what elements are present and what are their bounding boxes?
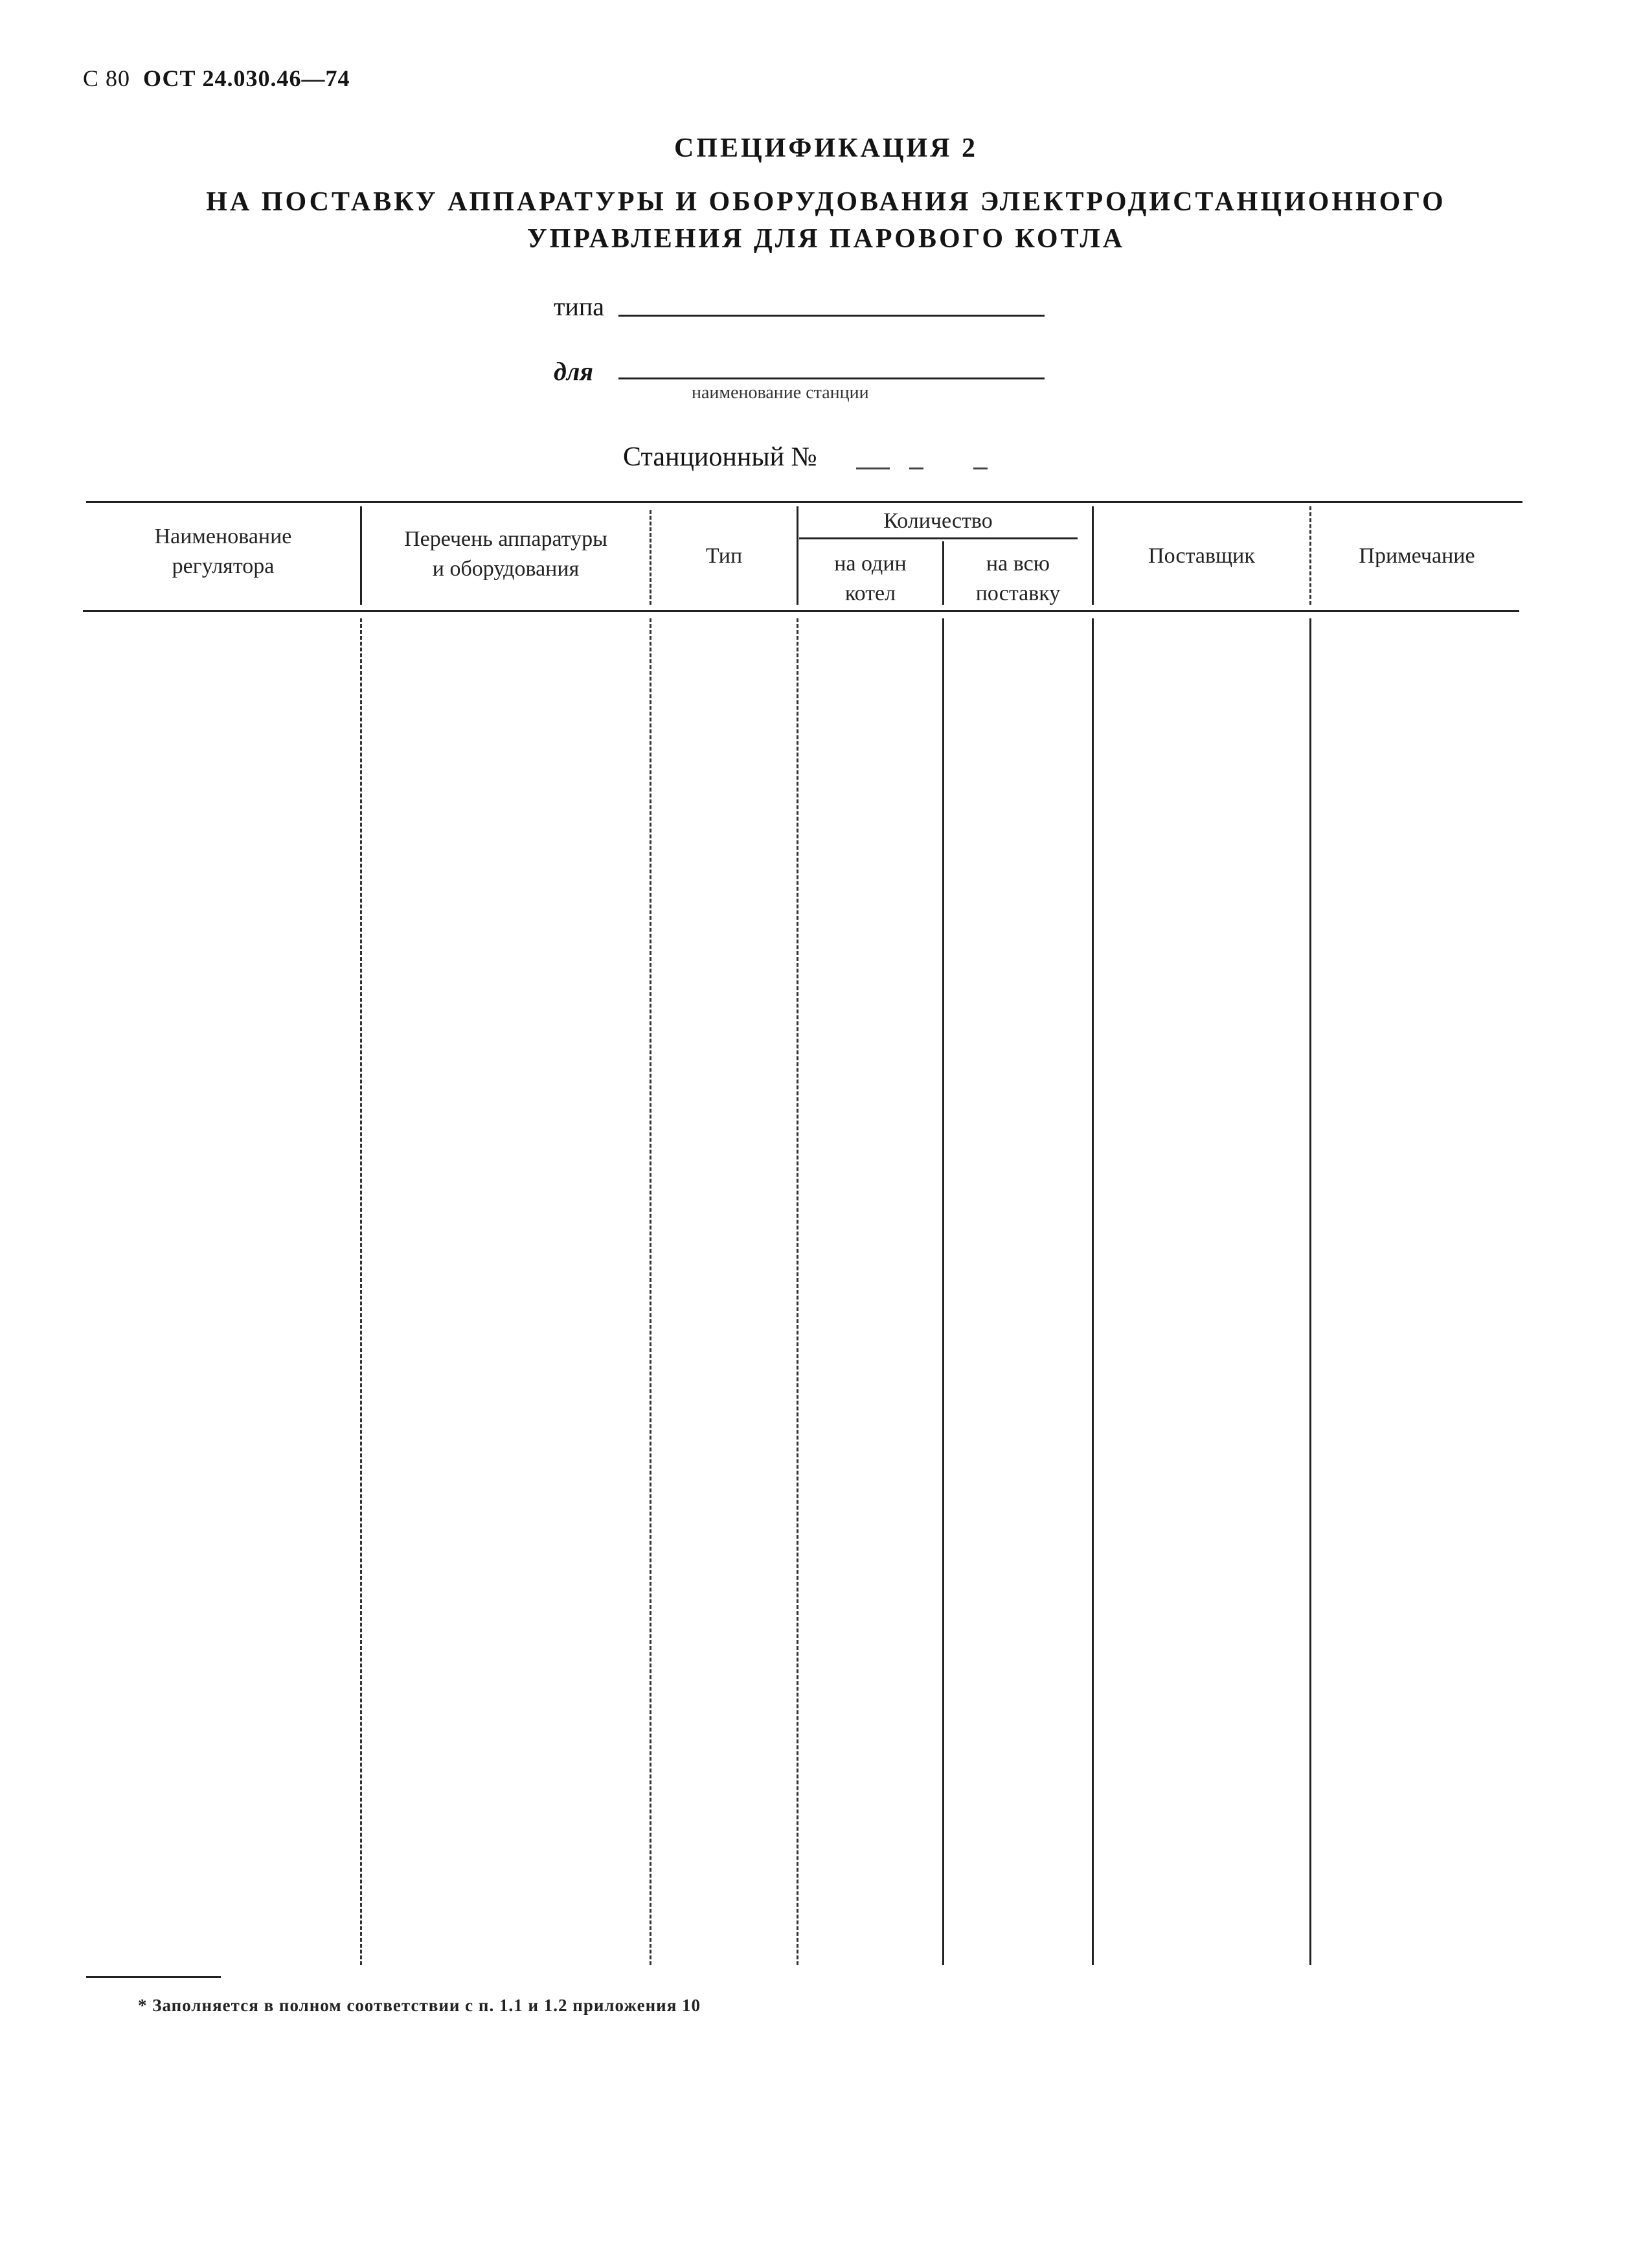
type-field-line xyxy=(618,315,1045,317)
document-subtitle-line1: НА ПОСТАВКУ АППАРАТУРЫ И ОБОРУДОВАНИЯ ЭЛЕКТРОДИСТАНЦИОННОГО xyxy=(206,187,1446,217)
column-divider xyxy=(1092,618,1094,1965)
column-divider xyxy=(360,618,362,1965)
header-full-delivery: на всю поставку xyxy=(975,552,1061,605)
page-number: С 80 xyxy=(83,65,131,91)
header-regulator-name: Наименование регулятора xyxy=(154,524,292,578)
for-field-caption: наименование станции xyxy=(692,383,869,403)
column-divider xyxy=(650,618,651,1965)
column-divider xyxy=(942,618,944,1965)
document-title: СПЕЦИФИКАЦИЯ 2 xyxy=(673,133,979,163)
station-label: Станционный № xyxy=(623,442,817,472)
station-field-line xyxy=(856,467,890,469)
header-note: Примечание xyxy=(1359,544,1475,568)
table-header-bottom-rule xyxy=(83,610,1519,612)
quantity-sub-rule xyxy=(799,537,1078,539)
station-field-line xyxy=(909,467,923,469)
footnote: * Заполняется в полном соответствии с п. 1.1 и 1.2 приложения 10 xyxy=(138,1996,701,2015)
column-divider xyxy=(1309,618,1311,1965)
for-field-line xyxy=(618,377,1045,379)
footnote-rule xyxy=(86,1976,221,1978)
table-top-rule xyxy=(86,501,1522,503)
header-equipment-list: Перечень аппаратуры и оборудования xyxy=(404,527,607,581)
header-type: Тип xyxy=(705,544,743,568)
column-divider xyxy=(797,618,798,1965)
standard-number: ОСТ 24.030.46—74 xyxy=(143,65,350,91)
station-field-line xyxy=(973,467,988,469)
type-label: типа xyxy=(554,292,605,321)
for-label: для xyxy=(554,357,593,386)
header-quantity: Количество xyxy=(883,509,993,533)
header-per-boiler: на один котел xyxy=(834,552,907,605)
header-reference xyxy=(83,65,350,92)
header-supplier: Поставщик xyxy=(1148,544,1255,568)
document-subtitle-line2: УПРАВЛЕНИЯ ДЛЯ ПАРОВОГО КОТЛА xyxy=(526,224,1126,254)
